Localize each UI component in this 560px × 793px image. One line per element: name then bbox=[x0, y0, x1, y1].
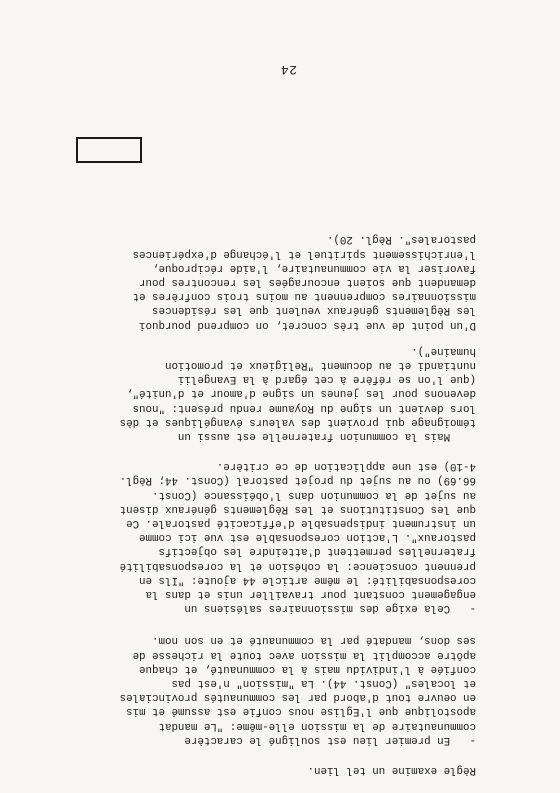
text-line: prennent conscience: la cohésion et la coresponsabilité bbox=[119, 559, 476, 572]
text-line: demandent que soient encouragées les rencontres pour bbox=[139, 276, 476, 288]
text-line: apôtre accomplit la mission avec toute la richesse de bbox=[132, 648, 476, 661]
text-line: communautaire de la mission elle-même: "Le mandat bbox=[158, 719, 476, 732]
text-line: apostolique que l'Eglise nous confie est assumé et mis bbox=[126, 705, 476, 718]
text-line: l'enrichissement spirituel et l'échange d'expériences bbox=[132, 247, 476, 260]
text-line: lors devient un signe du Royaume rendu présent: "nous bbox=[132, 401, 476, 414]
text-line: témoignage qui provient des valeurs évangéliques et dès bbox=[119, 415, 476, 428]
text-line: au sujet de la communion dans l'obéissance (Const. bbox=[152, 488, 476, 501]
text-line: favoriser la vie communautaire, l'aide réciproque, bbox=[152, 261, 476, 274]
text-line: nuntiandi et au document "Religieux et promotion bbox=[164, 359, 476, 371]
text-line: coresponsabilité: le même article 44 ajoute: "Ils en bbox=[139, 573, 476, 586]
text-line: et locales" (Const. 44). La "mission" n'est pas bbox=[171, 677, 476, 689]
text-line: devenons pour les jeunes un signe d'amour et d'unité", bbox=[126, 387, 476, 400]
text-line: Règle examine un tel lien. bbox=[307, 764, 476, 776]
text-line: D'un point de vue très concret, on comprend pourquoi bbox=[139, 318, 476, 331]
text-line: 66.69) ou au sujet du projet pastoral (Const. 44; Règl. bbox=[119, 474, 476, 487]
stamp-box bbox=[76, 137, 142, 163]
text-line: 4-10) est une application de ce critère. bbox=[216, 460, 476, 473]
page-number: 24 bbox=[280, 62, 297, 77]
text-line: en oeuvre tout d'abord par les communautés provinciales bbox=[119, 691, 476, 704]
text-line: un instrument indispensable d'efficacité pastorale. Ce bbox=[126, 517, 476, 529]
text-line: confiée à l'individu mais à la communauté, et chaque bbox=[139, 662, 476, 675]
text-line: - En premier lieu est souligné le caractère bbox=[184, 733, 476, 746]
text-line: ses dons, mandaté par la communauté et en son nom. bbox=[152, 634, 476, 647]
text-line: fraternelles permettent d'atteindre les objectifs bbox=[158, 545, 476, 558]
text-line: engagement constant pour travailler unis et dans la bbox=[145, 588, 476, 600]
text-line: pastoraux". L'action coresponsable est vue ici comme bbox=[139, 531, 476, 544]
text-line: les Règlements généraux veulent que les résidences bbox=[152, 304, 476, 317]
text-line: - Cela exige des missionnaires salésiens un bbox=[184, 602, 476, 615]
text-line: (que l'on se réfère à cet égard à la Evangelii bbox=[177, 373, 476, 386]
text-line: missionnaires comprennent au moins trois confrères et bbox=[132, 290, 476, 303]
text-line: Mais la communion fraternelle est aussi un bbox=[177, 430, 476, 442]
text-line: que les Constitutions et les Règlements généraux disent bbox=[119, 502, 476, 515]
text-line: humaine"). bbox=[411, 344, 476, 357]
text-line: pastorales". Règl. 20). bbox=[326, 233, 476, 246]
